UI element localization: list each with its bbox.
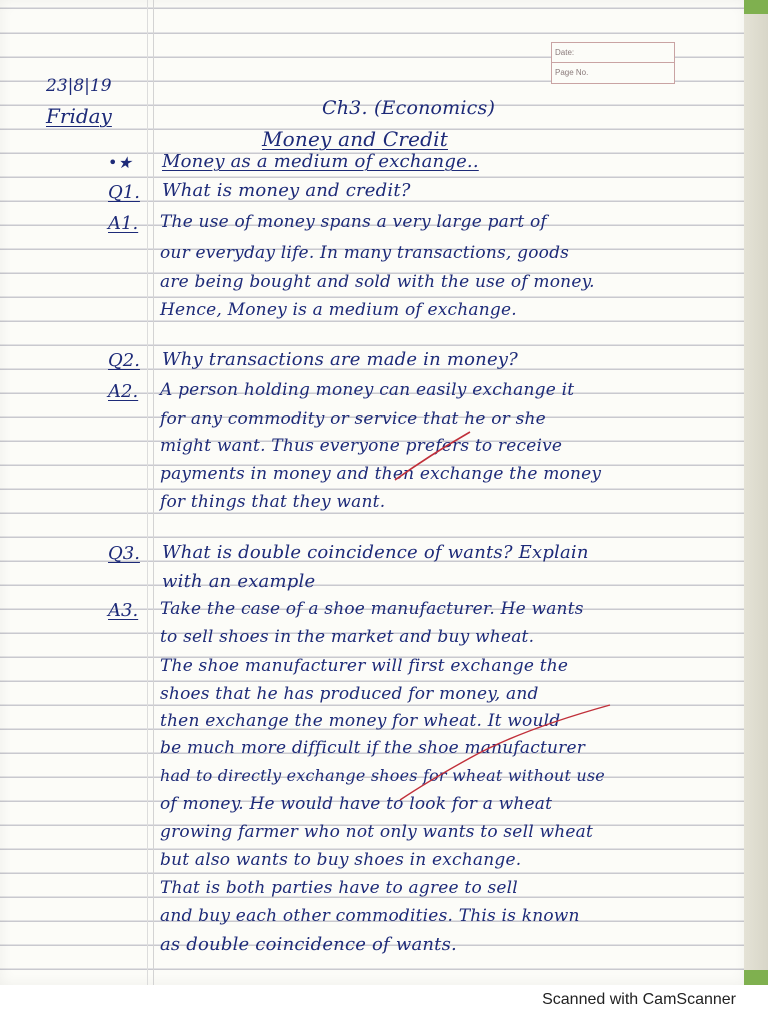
footer-bar [0,985,768,1024]
a2-line: for things that they want. [160,492,386,512]
a3-line: as double coincidence of wants. [160,934,457,955]
a1-line: are being bought and sold with the use of money. [160,272,595,292]
a3-line: The shoe manufacturer will first exchange the [160,656,569,676]
lesson-title: Money and Credit [262,127,448,151]
a1-line: our everyday life. In many transactions, goods [160,243,570,263]
a1-label: A1. [108,213,139,234]
a3-line: growing farmer who not only wants to sell wheat [160,822,593,842]
q1-question: What is money and credit? [162,180,411,201]
q3-label: Q3. [108,543,140,564]
margin-date: 23|8|19 [46,76,112,96]
a3-line: to sell shoes in the market and buy wheat. [160,627,535,647]
a3-line: shoes that he has produced for money, and [160,684,539,704]
a3-line: then exchange the money for wheat. It would [160,711,561,731]
date-label: Date: [552,43,674,63]
a3-line: but also wants to buy shoes in exchange. [160,850,522,870]
a3-line: and buy each other commodities. This is known [160,906,580,926]
q3-question-line: What is double coincidence of wants? Explain [162,542,589,563]
a2-line: for any commodity or service that he or she [160,409,546,429]
q1-label: Q1. [108,182,140,203]
a3-label: A3. [108,600,139,621]
a1-line: The use of money spans a very large part of [160,212,547,232]
scanner-watermark: Scanned with CamScanner [542,991,736,1008]
a2-line: A person holding money can easily exchange it [160,380,575,400]
q3-question-line: with an example [162,571,316,592]
a2-line: might want. Thus everyone prefers to receive [160,436,563,456]
a3-line: of money. He would have to look for a wheat [160,794,553,814]
page-number-label: Page No. [555,68,589,77]
a1-line: Hence, Money is a medium of exchange. [160,300,517,320]
a3-line: That is both parties have to agree to sell [160,878,518,898]
q2-label: Q2. [108,350,140,371]
correction-stroke [395,432,470,480]
a2-label: A2. [108,381,139,402]
q2-question: Why transactions are made in money? [162,349,519,370]
chapter-title: Ch3. (Economics) [322,97,496,119]
a3-line: be much more difficult if the shoe manufacturer [160,738,586,758]
a3-line: had to directly exchange shoes for wheat without use [160,766,605,785]
star-bullet-icon: •★ [108,153,132,172]
section-heading: Money as a medium of exchange.. [162,151,479,172]
a2-line: payments in money and then exchange the money [160,464,602,484]
correction-stroke [400,705,610,800]
margin-day: Friday [46,104,112,128]
a3-line: Take the case of a shoe manufacturer. He wants [160,599,584,619]
